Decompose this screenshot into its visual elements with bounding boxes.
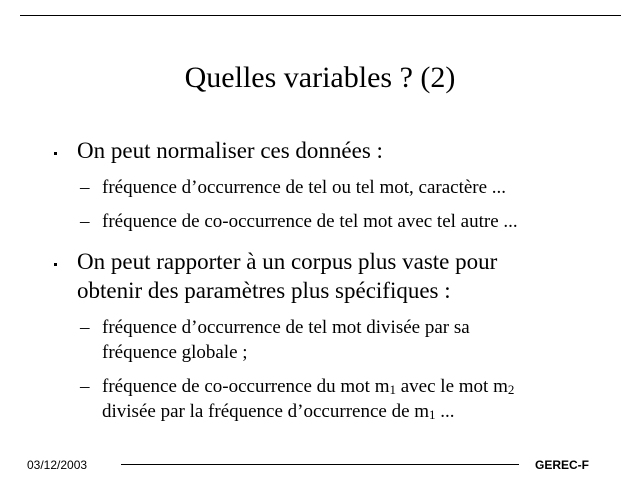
sub-bullet-text <box>102 374 514 399</box>
bullet-marker <box>54 263 57 266</box>
subscript: 2 <box>507 382 515 397</box>
bullet-text: On peut normaliser ces données : <box>77 138 383 163</box>
sub-bullet-dash: – <box>80 177 90 198</box>
sub-bullet-text-part: fréquence de co-occurrence du mot m <box>102 376 390 397</box>
bullet-marker <box>54 152 57 155</box>
footer-brand: GEREC-F <box>535 458 589 472</box>
subscript: 1 <box>429 407 436 422</box>
bullet-text: obtenir des paramètres plus spécifiques : <box>77 278 451 303</box>
top-divider <box>20 15 621 16</box>
sub-bullet-text <box>102 399 455 424</box>
footer-divider <box>121 464 519 465</box>
sub-bullet-text: fréquence d’occurrence de tel ou tel mot, caractère ... <box>102 177 507 198</box>
sub-bullet-text: fréquence d’occurrence de tel mot divisée par sa <box>102 317 470 338</box>
footer-date: 03/12/2003 <box>27 458 88 472</box>
slide-title: Quelles variables ? (2) <box>184 61 456 94</box>
subscript: 1 <box>389 382 396 397</box>
sub-bullet-dash: – <box>80 376 90 397</box>
sub-bullet-text-part: divisée par la fréquence d’occurrence de m <box>102 401 430 422</box>
sub-bullet-text-part: ... <box>435 401 455 422</box>
sub-bullet-dash: – <box>80 317 90 338</box>
sub-bullet-text: fréquence globale ; <box>102 342 248 363</box>
bullet-text: On peut rapporter à un corpus plus vaste pour <box>77 249 498 274</box>
sub-bullet-text-part: avec le mot m <box>396 376 508 397</box>
sub-bullet-text: fréquence de co-occurrence de tel mot avec tel autre ... <box>102 211 518 232</box>
sub-bullet-dash: – <box>80 211 90 232</box>
